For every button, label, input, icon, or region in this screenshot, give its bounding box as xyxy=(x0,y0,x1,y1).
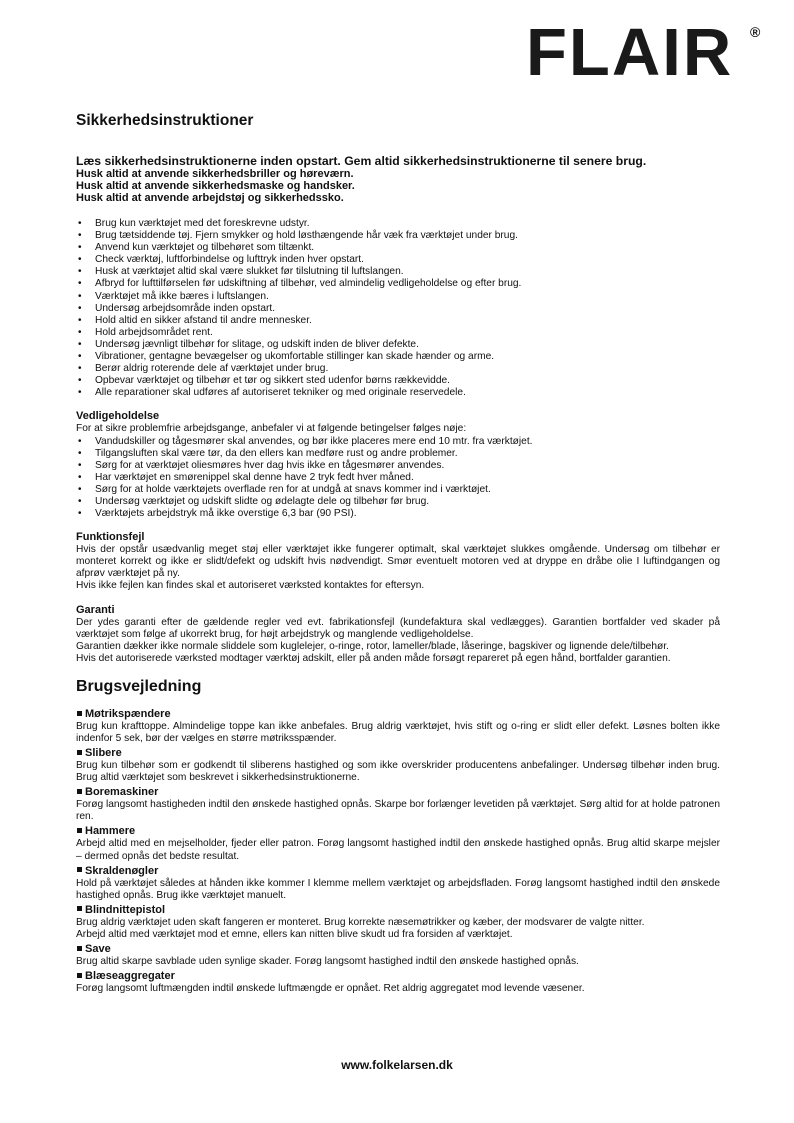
list-item: • Anvend kun værktøjet og tilbehøret som tiltænkt. xyxy=(76,242,720,254)
malfunction-title: Funktionsfejl xyxy=(76,531,145,544)
usage-heading xyxy=(76,904,720,917)
footer-url[interactable]: www.folkelarsen.dk xyxy=(341,1058,453,1072)
square-bullet-icon xyxy=(77,789,82,794)
usage-heading-text: Boremaskiner xyxy=(85,786,159,799)
list-item: • Vibrationer, gentagne bevægelser og ukomfortable stillinger kan skade hænder og arme. xyxy=(76,351,720,363)
list-item: • Undersøg arbejdsområde inden opstart. xyxy=(76,303,720,315)
logo-text: FLAIR xyxy=(526,15,734,90)
usage-heading xyxy=(76,708,720,721)
usage-paragraph: Brug kun krafttoppe. Almindelige toppe kan ikke anbefales. Brug aldrig værktøjet, hvis stift og o-ring er slidt eller defekt. Løsnes bolten ikke indenfor 5 sek, bør der vælges en større møtriksspænder. xyxy=(76,720,720,744)
usage-section-hammers xyxy=(76,825,720,862)
list-item: • Brug tætsiddende tøj. Fjern smykker og hold løsthængende hår væk fra værktøjet under brug. xyxy=(76,230,720,242)
square-bullet-icon xyxy=(77,828,82,833)
usage-heading-text: Møtrikspændere xyxy=(85,707,171,720)
safety-title: Sikkerhedsinstruktioner xyxy=(76,112,254,129)
usage-section-grinders xyxy=(76,747,720,784)
registered-mark: ® xyxy=(750,24,761,40)
maintenance-title: Vedligeholdelse xyxy=(76,410,160,423)
list-item: • Brug kun værktøjet med det foreskrevne udstyr. xyxy=(76,218,720,230)
usage-heading xyxy=(76,943,720,956)
list-item: • Værktøjet må ikke bæres i luftslangen. xyxy=(76,291,720,303)
usage-section-ratchets xyxy=(76,865,720,902)
usage-heading xyxy=(76,970,720,983)
usage-paragraph: Brug aldrig værktøjet uden skaft fangeren er monteret. Brug korrekte næsemøtrikker og kæber, der modsvarer de valgte nitter. xyxy=(76,916,645,928)
usage-paragraph: Forøg langsomt luftmængden indtil ønskede luftmængde er opnået. Ret aldrig aggregatet mod levende væsener. xyxy=(76,983,585,995)
square-bullet-icon xyxy=(77,906,82,911)
list-item: • Hold arbejdsområdet rent. xyxy=(76,327,720,339)
usage-heading-text: Slibere xyxy=(85,747,122,760)
usage-heading-text: Blæseaggregater xyxy=(85,970,175,983)
list-item: • Opbevar værktøjet og tilbehør et tør og sikkert sted udenfor børns rækkevidde. xyxy=(76,375,720,387)
document-body xyxy=(76,112,720,995)
usage-paragraph: Hold på værktøjet således at hånden ikke kommer I klemme mellem værktøjet og arbejdsfladen. Forøg langsomt hastighed indtil den ønskede hastighed opnås. Brug ikke værktøjet manuelt. xyxy=(76,877,720,901)
warranty-paragraph: Hvis det autoriserede værksted modtager værktøj adskilt, eller på anden måde forsøgt repareret på egen hånd, bortfalder garantien. xyxy=(76,652,671,664)
list-item: • Vandudskiller og tågesmører skal anvendes, og bør ikke placeres mere end 10 mtr. fra værktøjet. xyxy=(76,436,720,448)
list-item: • Sørg for at værktøjet oliesmøres hver dag hvis ikke en tågesmører anvendes. xyxy=(76,460,720,472)
list-item: • Undersøg jævnligt tilbehør for slitage, og udskift inden de bliver defekte. xyxy=(76,339,720,351)
usage-paragraph: Forøg langsomt hastigheden indtil den ønskede hastighed opnås. Skarpe bor forlænger levetiden på værktøjet. Sørg altid for at holde patronen ren. xyxy=(76,799,720,823)
list-item: • Alle reparationer skal udføres af autoriseret tekniker og med originale reservedele. xyxy=(76,387,720,399)
square-bullet-icon xyxy=(77,946,82,951)
malfunction-paragraph: Hvis der opstår usædvanlig meget støj eller værktøjet ikke fungerer optimalt, skal værktøjet slukkes omgående. Undersøg om tilbehør er monteret korrekt og ikke er slidt/defekt og udskift hvis nødvendigt. Smør eventuelt motoren ved at dryppe en dråbe olie I luftindgangen og afprøv værktøjet på ny. xyxy=(76,544,720,580)
usage-heading-text: Hammere xyxy=(85,825,136,838)
safety-bullet-list xyxy=(76,218,720,399)
maintenance-intro: For at sikre problemfrie arbejdsgange, anbefaler vi at følgende betingelser følges nøje: xyxy=(76,423,467,435)
maintenance-bullet-list xyxy=(76,436,720,521)
square-bullet-icon xyxy=(77,973,82,978)
usage-title: Brugsvejledning xyxy=(76,677,202,695)
usage-heading-text: Blindnittepistol xyxy=(85,903,166,916)
safety-intro xyxy=(76,154,720,204)
list-item: • Afbryd for lufttilførselen før udskiftning af tilbehør, ved almindelig vedligeholdelse og efter brug. xyxy=(76,278,720,290)
usage-paragraph: Arbejd altid med værktøjet mod et emne, ellers kan nitten blive skudt ud fra forsiden af værktøjet. xyxy=(76,928,513,940)
square-bullet-icon xyxy=(77,750,82,755)
list-item: • Check værktøj, luftforbindelse og lufttryk inden hver opstart. xyxy=(76,254,720,266)
safety-warning: Husk altid at anvende sikkerhedsbriller og høreværn. xyxy=(76,168,354,180)
safety-warning: Husk altid at anvende sikkerhedsmaske og handsker. xyxy=(76,180,355,192)
flair-logo xyxy=(526,15,766,90)
list-item: • Værktøjets arbejdstryk må ikke overstige 6,3 bar (90 PSI). xyxy=(76,508,720,520)
usage-section-drills xyxy=(76,786,720,823)
safety-lead: Læs sikkerhedsinstruktionerne inden opstart. Gem altid sikkerhedsinstruktionerne til senere brug. xyxy=(76,154,647,168)
list-item: • Har værktøjet en smørenippel skal denne have 2 tryk fedt hver måned. xyxy=(76,472,720,484)
usage-section-nut-runners xyxy=(76,708,720,745)
usage-paragraph: Brug altid skarpe savblade uden synlige skader. Forøg langsomt hastighed indtil den ønskede hastighed opnås. xyxy=(76,956,579,968)
list-item: • Hold altid en sikker afstand til andre mennesker. xyxy=(76,315,720,327)
warranty-title: Garanti xyxy=(76,603,115,616)
usage-paragraph: Arbejd altid med en mejselholder, fjeder eller patron. Forøg langsomt hastighed indtil den ønskede hastighed opnås. Brug altid skarpe mejsler – dermed opnås det bedste resultat. xyxy=(76,838,720,862)
square-bullet-icon xyxy=(77,867,82,872)
list-item: • Husk at værktøjet altid skal være slukket før tilslutning til luftslangen. xyxy=(76,266,720,278)
list-item: • Undersøg værktøjet og udskift slidte og ødelagte dele og tilbehør før brug. xyxy=(76,496,720,508)
usage-section-rivet-guns xyxy=(76,904,720,941)
square-bullet-icon xyxy=(77,711,82,716)
usage-section-saws xyxy=(76,943,720,968)
list-item: • Sørg for at holde værktøjets overflade ren for at undgå at snavs kommer ind i værktøjet. xyxy=(76,484,720,496)
list-item: • Tilgangsluften skal være tør, da den ellers kan medføre rust og andre problemer. xyxy=(76,448,720,460)
usage-section-blowers xyxy=(76,970,720,995)
usage-heading-text: Skraldenøgler xyxy=(85,864,159,877)
usage-heading-text: Save xyxy=(85,943,111,956)
warranty-paragraph: Der ydes garanti efter de gældende regler ved evt. fabrikationsfejl (kundefaktura skal vedlægges). Garantien bortfalder ved skader på værktøjet som følge af ukorrekt brug, for højt arbejdstryk og manglende vedligeholdelse. xyxy=(76,616,720,640)
usage-heading xyxy=(76,747,720,760)
warranty-paragraph: Garantien dækker ikke normale sliddele som kuglelejer, o-ringe, rotor, lameller/blade, låseringe, bagskiver og lignende dele/tilbehør. xyxy=(76,640,669,652)
usage-heading xyxy=(76,825,720,838)
usage-paragraph: Brug kun tilbehør som er godkendt til sliberens hastighed og som ikke overskrider producentens anbefalinger. Undersøg tilbehør inden brug. Brug altid værktøjet som beskrevet i sikkerhedsinstruktionerne. xyxy=(76,760,720,784)
usage-heading xyxy=(76,786,720,799)
list-item: • Berør aldrig roterende dele af værktøjet under brug. xyxy=(76,363,720,375)
malfunction-paragraph: Hvis ikke fejlen kan findes skal et autoriseret værksted kontaktes for eftersyn. xyxy=(76,580,425,592)
usage-heading xyxy=(76,865,720,878)
safety-warning: Husk altid at anvende arbejdstøj og sikkerhedssko. xyxy=(76,192,344,204)
